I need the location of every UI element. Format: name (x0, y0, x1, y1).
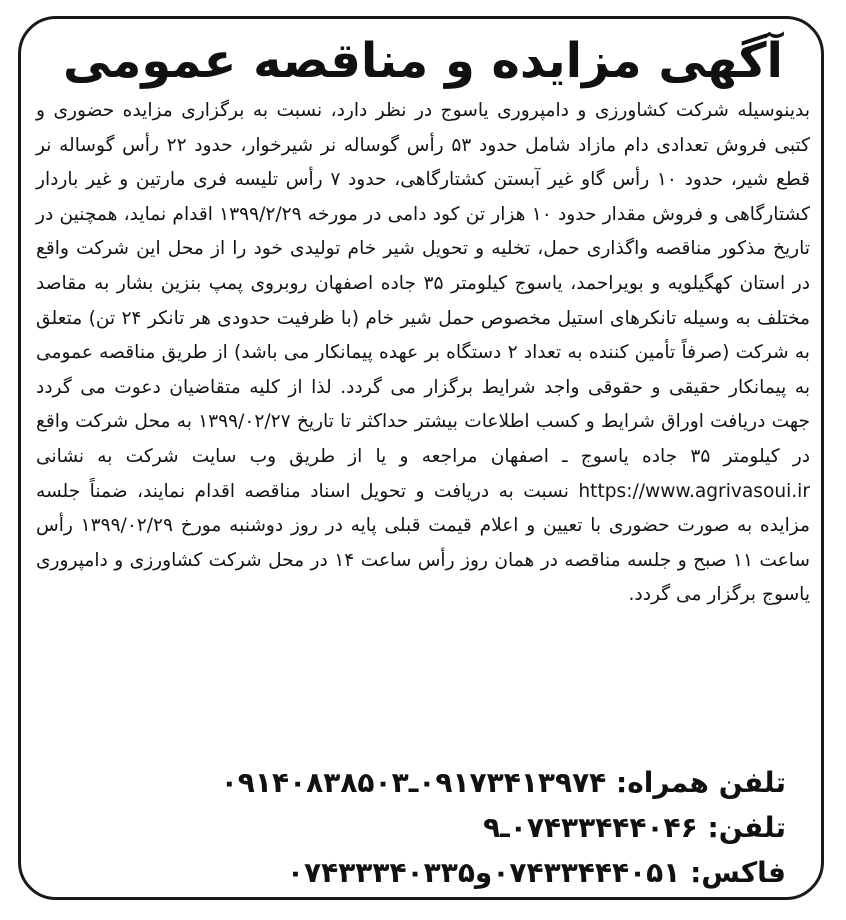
notice-title: آگهی مزایده و مناقصه عمومی (63, 33, 783, 89)
phone-line (36, 805, 786, 850)
phone-number: ۰۷۴۳۳۴۴۴۰۴۶ـ۹ (483, 811, 698, 844)
mobile-line (36, 760, 786, 805)
phone-label: تلفن: (707, 811, 786, 844)
notice-body: بدینوسیله شرکت کشاورزی و دامپروری یاسوج در نظر دارد، نسبت به برگزاری مزایده حضوری و کتبی فروش تعدادی دام مازاد شامل حدود ۵۳ رأس گوساله نر شیرخوار، حدود ۲۲ رأس گوساله نر قطع شیر، حدود ۱۰ رأس گاو غیر آبستن کشتارگاهی، حدود ۷ رأس تلیسه فری مارتین و غیر باردار کشتارگاهی و فروش مقدار حدود ۱۰ هزار تن کود دامی در مورخه ۱۳۹۹/۲/۲۹ اقدام نماید، همچنین در تاریخ مذکور مناقصه واگذاری حمل، تخلیه و تحویل شیر خام تولیدی خود را از محل این شرکت واقع در استان کهگیلویه و بویراحمد، یاسوج کیلومتر ۳۵ جاده اصفهان روبروی پمپ بنزین بشار به مقاصد مختلف به وسیله تانکرهای استیل مخصوص حمل شیر خام (با ظرفیت حدودی هر تانکر ۲۴ تن) متعلق به شرکت (صرفاً تأمین کننده به تعداد ۲ دستگاه بر عهده پیمانکار می باشد) از طریق مناقصه عمومی به پیمانکار حقیقی و حقوقی واجد شرایط برگزار می گردد. لذا از کلیه متقاضیان دعوت می گردد جهت دریافت اوراق شرایط و کسب اطلاعات بیشتر حداکثر تا تاریخ ۱۳۹۹/۰۲/۲۷ به محل شرکت واقع در کیلومتر ۳۵ جاده یاسوج ـ اصفهان مراجعه و یا از طریق وب سایت شرکت به نشانی https://www.agrivasoui.ir نسبت به دریافت و تحویل اسناد مناقصه اقدام نمایند، ضمناً جلسه مزایده به صورت حضوری با تعیین و اعلام قیمت قبلی پایه در روز دوشنبه مورخ ۱۳۹۹/۰۲/۲۹ رأس ساعت ۱۱ صبح و جلسه مناقصه در همان روز رأس ساعت ۱۴ در محل شرکت کشاورزی و دامپروری یاسوج برگزار می گردد. (36, 100, 811, 606)
mobile-number: ۰۹۱۷۳۴۱۳۹۷۴ـ۰۹۱۴۰۸۳۸۵۰۳ (220, 766, 607, 799)
fax-number: ۰۷۴۳۳۴۴۴۰۵۱و۰۷۴۳۳۳۴۰۳۳۵ (286, 856, 681, 889)
fax-line (36, 850, 786, 895)
mobile-label: تلفن همراه: (616, 766, 786, 799)
fax-label: فاکس: (690, 856, 786, 889)
contact-block (36, 760, 786, 895)
